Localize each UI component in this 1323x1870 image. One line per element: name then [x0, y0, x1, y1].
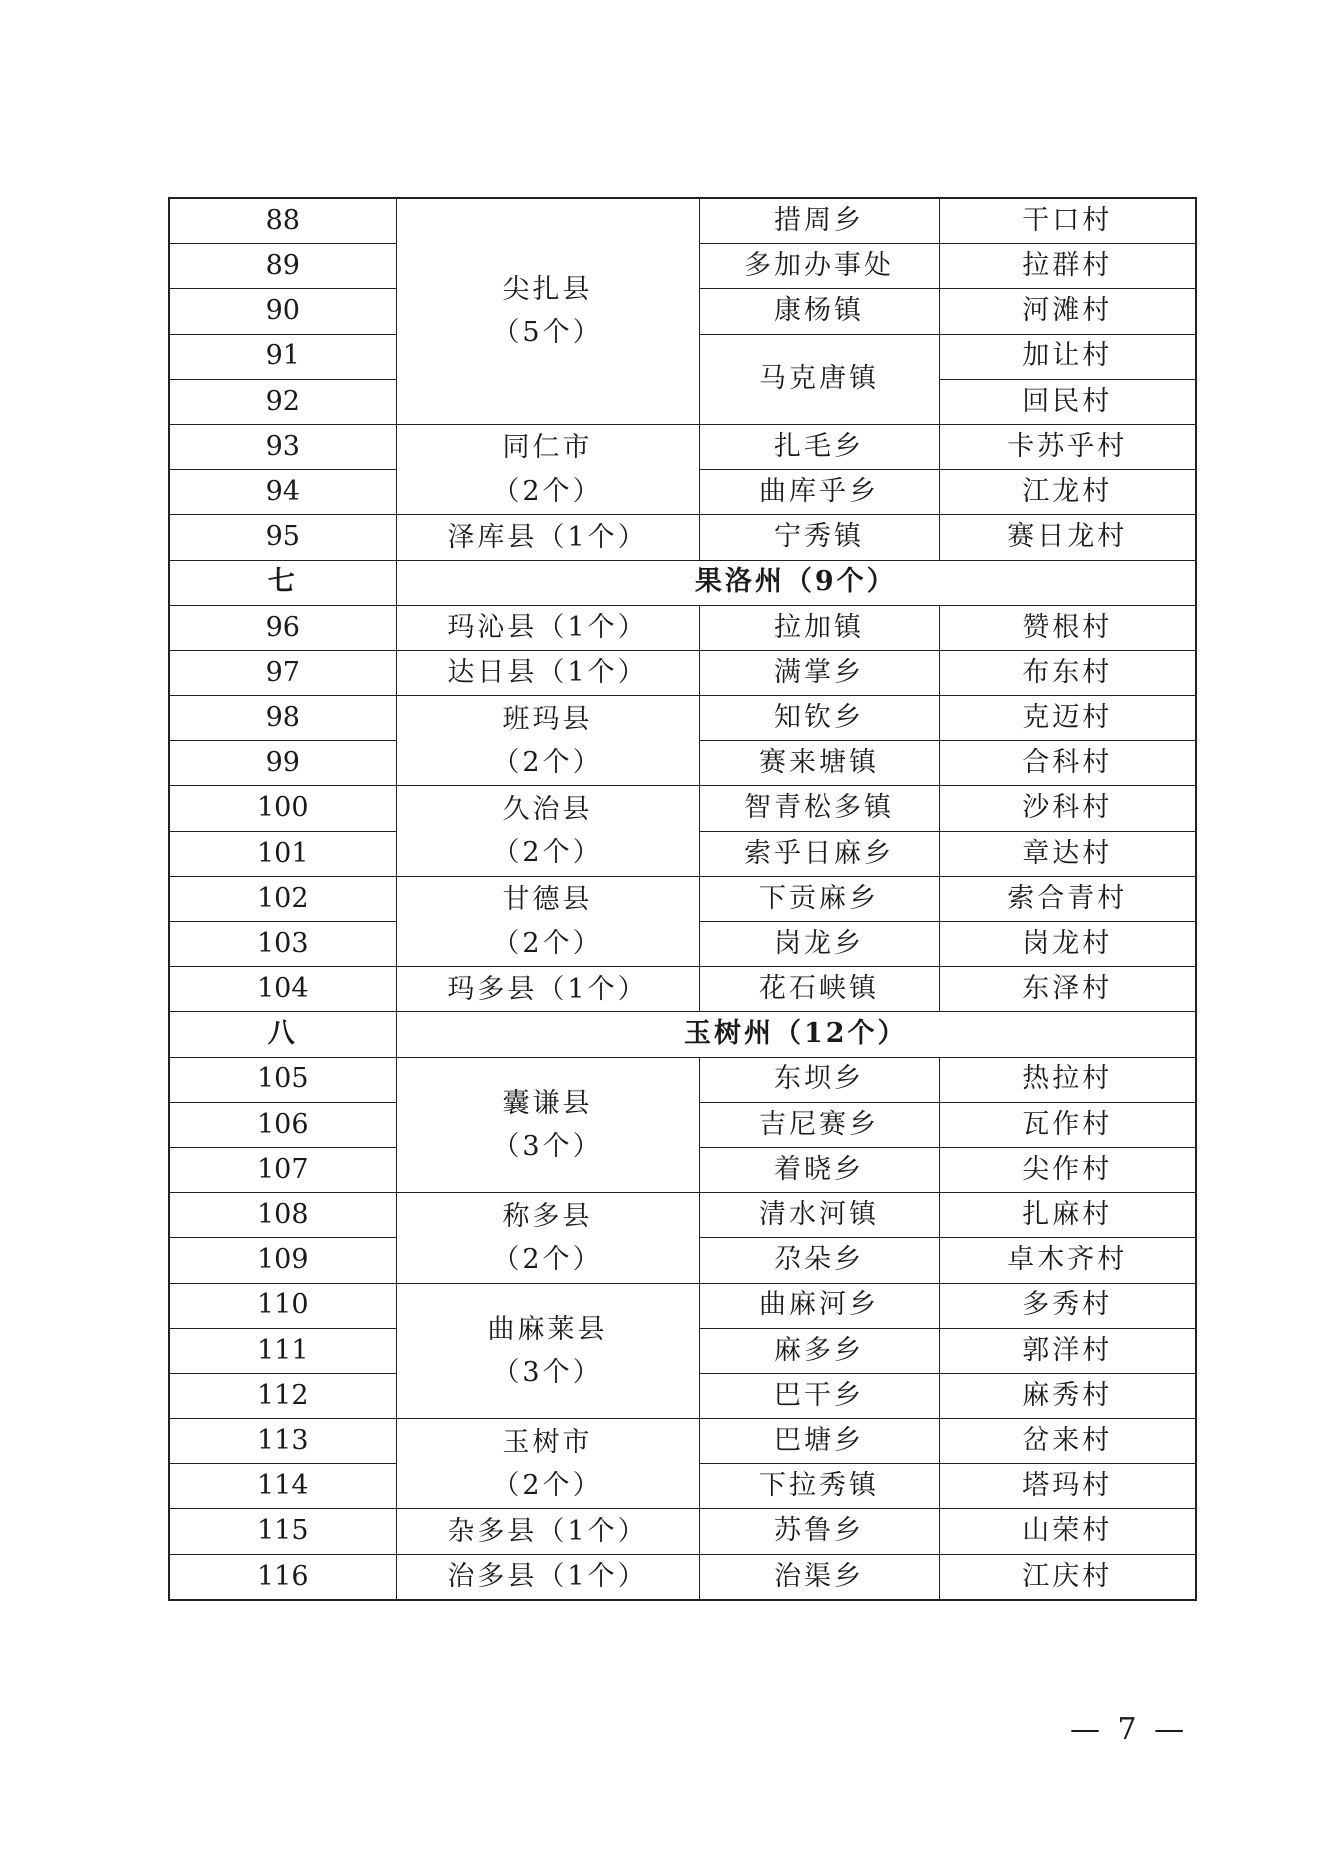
row-number: 96 [169, 605, 396, 650]
row-number: 111 [169, 1328, 396, 1373]
county-count: （3个） [492, 1356, 603, 1388]
village-cell: 干口村 [939, 198, 1196, 244]
county-cell [396, 786, 699, 876]
town-cell: 曲麻河乡 [699, 1283, 939, 1328]
table-row [169, 424, 1196, 469]
county-cell [396, 1193, 699, 1283]
county-cell [396, 650, 699, 695]
row-number: 94 [169, 470, 396, 515]
village-cell: 赞根村 [939, 605, 1196, 650]
town-cell: 岗龙乡 [699, 922, 939, 967]
row-number: 98 [169, 696, 396, 741]
town-cell: 尕朵乡 [699, 1238, 939, 1283]
county-count: （2个） [492, 927, 603, 959]
county-cell [396, 1509, 699, 1554]
table-row [169, 198, 1196, 244]
county-cell [396, 1283, 699, 1419]
town-cell: 马克唐镇 [699, 334, 939, 424]
village-cell: 克迈村 [939, 696, 1196, 741]
county-count: （2个） [492, 837, 603, 869]
town-cell: 宁秀镇 [699, 515, 939, 560]
table-row [169, 1193, 1196, 1238]
county-name: 杂多县（1个） [447, 1515, 648, 1547]
row-number: 114 [169, 1464, 396, 1509]
county-name: 泽库县（1个） [447, 521, 648, 553]
county-name: 玛多县（1个） [447, 973, 648, 1005]
town-cell: 知钦乡 [699, 696, 939, 741]
village-cell: 塔玛村 [939, 1464, 1196, 1509]
county-name: 玛沁县（1个） [447, 612, 648, 644]
row-number: 106 [169, 1102, 396, 1147]
village-cell: 卡苏乎村 [939, 424, 1196, 469]
county-name: 玉树市 [502, 1426, 593, 1458]
row-number: 107 [169, 1147, 396, 1192]
row-number: 97 [169, 650, 396, 695]
county-cell [396, 605, 699, 650]
town-cell: 治渠乡 [699, 1554, 939, 1600]
county-cell [396, 198, 699, 424]
table-row [169, 786, 1196, 831]
county-cell [396, 696, 699, 786]
row-number: 95 [169, 515, 396, 560]
county-name: 甘德县 [502, 884, 593, 916]
table-row [169, 876, 1196, 921]
section-title: 玉树州（12个） [396, 1012, 1196, 1057]
village-cell: 江龙村 [939, 470, 1196, 515]
row-number: 91 [169, 334, 396, 379]
row-number: 88 [169, 198, 396, 244]
town-cell: 苏鲁乡 [699, 1509, 939, 1554]
county-count: （3个） [492, 1130, 603, 1162]
county-count: （2个） [492, 1243, 603, 1275]
village-cell: 江庆村 [939, 1554, 1196, 1600]
row-number: 116 [169, 1554, 396, 1600]
county-name: 久治县 [502, 793, 593, 825]
table-row [169, 650, 1196, 695]
table-row [169, 515, 1196, 560]
row-number: 103 [169, 922, 396, 967]
row-number: 112 [169, 1373, 396, 1418]
county-cell [396, 1554, 699, 1600]
county-cell [396, 424, 699, 514]
section-title: 果洛州（9个） [396, 560, 1196, 605]
table-row [169, 1554, 1196, 1600]
row-number: 102 [169, 876, 396, 921]
county-count: （2个） [492, 746, 603, 778]
row-number: 90 [169, 289, 396, 334]
table-row [169, 605, 1196, 650]
town-cell: 拉加镇 [699, 605, 939, 650]
county-count: （2个） [492, 475, 603, 507]
village-cell: 章达村 [939, 831, 1196, 876]
row-number: 100 [169, 786, 396, 831]
town-cell: 扎毛乡 [699, 424, 939, 469]
row-number: 113 [169, 1419, 396, 1464]
village-cell: 山荣村 [939, 1509, 1196, 1554]
row-number: 110 [169, 1283, 396, 1328]
village-cell: 尖作村 [939, 1147, 1196, 1192]
row-number: 99 [169, 741, 396, 786]
town-cell: 下贡麻乡 [699, 876, 939, 921]
town-cell: 满掌乡 [699, 650, 939, 695]
county-cell [396, 876, 699, 966]
section-number: 八 [169, 1012, 396, 1057]
table-body [169, 198, 1196, 1600]
table-row [169, 1419, 1196, 1464]
town-cell: 花石峡镇 [699, 967, 939, 1012]
village-cell: 拉群村 [939, 244, 1196, 289]
county-name: 囊谦县 [502, 1087, 593, 1119]
town-cell: 巴塘乡 [699, 1419, 939, 1464]
village-cell: 河滩村 [939, 289, 1196, 334]
section-number: 七 [169, 560, 396, 605]
county-count: （2个） [492, 1469, 603, 1501]
table-row [169, 1283, 1196, 1328]
village-cell: 回民村 [939, 379, 1196, 424]
town-cell: 清水河镇 [699, 1193, 939, 1238]
village-cell: 岗龙村 [939, 922, 1196, 967]
section-header-row [169, 560, 1196, 605]
row-number: 109 [169, 1238, 396, 1283]
town-cell: 康杨镇 [699, 289, 939, 334]
section-header-row [169, 1012, 1196, 1057]
village-cell: 加让村 [939, 334, 1196, 379]
row-number: 105 [169, 1057, 396, 1102]
county-name: 称多县 [502, 1200, 593, 1232]
town-cell: 下拉秀镇 [699, 1464, 939, 1509]
village-cell: 郭洋村 [939, 1328, 1196, 1373]
town-cell: 曲库乎乡 [699, 470, 939, 515]
village-cell: 合科村 [939, 741, 1196, 786]
village-cell: 赛日龙村 [939, 515, 1196, 560]
county-name: 达日县（1个） [447, 657, 648, 689]
table-row [169, 967, 1196, 1012]
table-row [169, 1057, 1196, 1102]
page-number: — 7 — [1070, 1712, 1189, 1747]
village-cell: 麻秀村 [939, 1373, 1196, 1418]
village-cell: 岔来村 [939, 1419, 1196, 1464]
table-row [169, 696, 1196, 741]
row-number: 89 [169, 244, 396, 289]
row-number: 115 [169, 1509, 396, 1554]
table-row [169, 1509, 1196, 1554]
town-cell: 吉尼赛乡 [699, 1102, 939, 1147]
town-cell: 巴干乡 [699, 1373, 939, 1418]
village-cell: 沙科村 [939, 786, 1196, 831]
row-number: 108 [169, 1193, 396, 1238]
county-cell [396, 515, 699, 560]
county-name: 尖扎县 [502, 274, 593, 306]
village-cell: 扎麻村 [939, 1193, 1196, 1238]
row-number: 104 [169, 967, 396, 1012]
county-name: 治多县（1个） [447, 1561, 648, 1593]
town-cell: 多加办事处 [699, 244, 939, 289]
town-cell: 东坝乡 [699, 1057, 939, 1102]
town-cell: 赛来塘镇 [699, 741, 939, 786]
county-count: （5个） [492, 317, 603, 349]
village-list-table [168, 197, 1197, 1601]
county-cell [396, 1419, 699, 1509]
village-cell: 热拉村 [939, 1057, 1196, 1102]
county-cell [396, 967, 699, 1012]
row-number: 92 [169, 379, 396, 424]
town-cell: 措周乡 [699, 198, 939, 244]
village-cell: 东泽村 [939, 967, 1196, 1012]
village-cell: 多秀村 [939, 1283, 1196, 1328]
county-name: 同仁市 [502, 432, 593, 464]
county-name: 班玛县 [502, 703, 593, 735]
town-cell: 着晓乡 [699, 1147, 939, 1192]
village-cell: 布东村 [939, 650, 1196, 695]
village-cell: 瓦作村 [939, 1102, 1196, 1147]
county-cell [396, 1057, 699, 1193]
village-cell: 索合青村 [939, 876, 1196, 921]
county-name: 曲麻莱县 [487, 1313, 608, 1345]
town-cell: 索乎日麻乡 [699, 831, 939, 876]
town-cell: 智青松多镇 [699, 786, 939, 831]
row-number: 101 [169, 831, 396, 876]
row-number: 93 [169, 424, 396, 469]
village-cell: 卓木齐村 [939, 1238, 1196, 1283]
town-cell: 麻多乡 [699, 1328, 939, 1373]
